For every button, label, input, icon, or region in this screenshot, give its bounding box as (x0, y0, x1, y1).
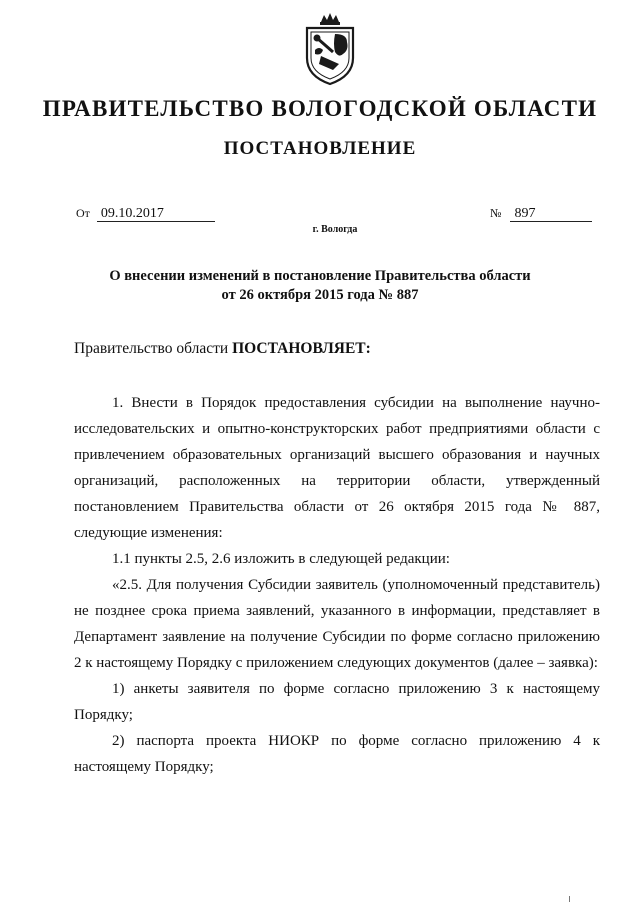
paragraph-subitem-2: 2) паспорта проекта НИОКР по форме согласно приложению 4 к настоящему Порядку; (74, 733, 600, 775)
paragraph-item-1-1: 1.1 пункты 2.5, 2.6 изложить в следующей редакции: (112, 551, 450, 567)
document-body (74, 390, 600, 780)
date-value: 09.10.2017 (97, 207, 215, 222)
document-type: ПОСТАНОВЛЕНИЕ (223, 138, 417, 159)
paragraph-item-1: 1. Внести в Порядок предоставления субсидии на выполнение научно-исследовательских и опытно-конструкторских работ предприятиями области с привлечением образовательных организаций высшего образования и научных организаций, расположенных на территории области, утвержденный постановлением Правительства области от 26 октября 2015 года № 887, следующие изменения: (74, 395, 600, 541)
decree-lead: Правительство области (74, 340, 233, 357)
number-label: № (490, 206, 502, 220)
paragraph-clause-2-5: «2.5. Для получения Субсидии заявитель (уполномоченный представитель) не позднее срока приема заявлений, указанного в информации, представляет в Департамент заявление на получение Субсидии по форме согласно приложению 2 к настоящему Порядку с приложением следующих документов (далее – заявка): (74, 577, 600, 671)
government-title: ПРАВИТЕЛЬСТВО ВОЛОГОДСКОЙ ОБЛАСТИ (42, 96, 598, 121)
page-edge-mark (569, 896, 570, 902)
date-field (76, 206, 215, 222)
subject-line-1: О внесении изменений в постановление Правительства области (109, 268, 531, 284)
number-value: 897 (510, 207, 592, 222)
coat-of-arms-icon (299, 12, 361, 86)
decree-keyword: ПОСТАНОВЛЯЕТ: (232, 340, 371, 357)
city: г. Вологда (312, 224, 358, 235)
document-subject (0, 267, 640, 305)
number-field (490, 206, 592, 222)
date-label: От (76, 206, 90, 220)
subject-line-2: от 26 октября 2015 года № 887 (221, 287, 419, 303)
paragraph-subitem-1: 1) анкеты заявителя по форме согласно приложению 3 к настоящему Порядку; (74, 681, 600, 723)
decree-statement (74, 340, 371, 358)
